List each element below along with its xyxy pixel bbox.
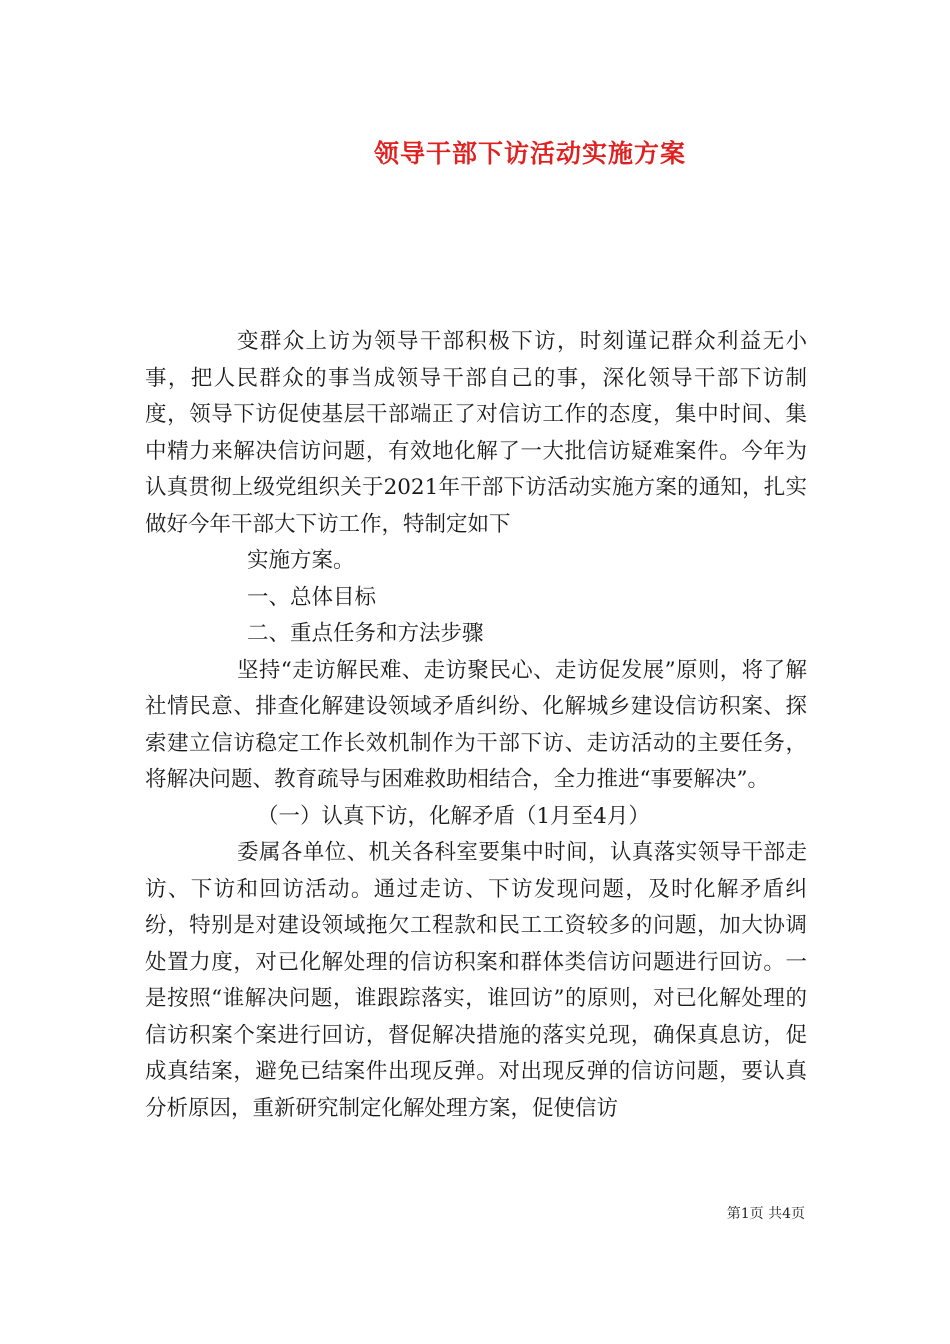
section-heading-overall-goal: 一、总体目标	[247, 584, 377, 610]
section-heading-key-tasks: 二、重点任务和方法步骤	[247, 621, 484, 646]
subsection-heading-visits: （一）认真下访，化解矛盾（1月至4月）	[257, 803, 650, 829]
paragraph-visit-details: 委属各单位、机关各科室要集中时间，认真落实领导干部走访、下访和回访活动。通过走访、下访发现问题，及时化解矛盾纠纷，特别是对建设领域拖欠工程款和民工工资较多的问题，加大协调处置力度，对已化解处理的信访积案和群体类信访问题进行回访。一是按照“谁解决问题，谁跟踪落实，谁回访”的原则，对已化解处理的信访积案个案进行回访，督促解决措施的落实兑现，确保真息访，促成真结案，避免已结案件出现反弹。对出现反弹的信访问题，要认真分析原因，重新研究制定化解处理方案，促使信访	[145, 840, 807, 1121]
page-number: 第1页 共4页	[726, 1206, 805, 1222]
paragraph-plan-label: 实施方案。	[247, 548, 355, 573]
paragraph-principles: 坚持“走访解民难、走访聚民心、走访促发展”原则，将了解社情民意、排查化解建设领域矛盾纠纷、化解城乡建设信访积案、探索建立信访稳定工作长效机制作为干部下访、走访活动的主要任务，将解决问题、教育疏导与困难救助相结合，全力推进“事要解决”。	[145, 657, 807, 792]
document-title: 领导干部下访活动实施方案	[373, 139, 686, 168]
paragraph-intro: 变群众上访为领导干部积极下访，时刻谨记群众利益无小事，把人民群众的事当成领导干部自己的事，深化领导干部下访制度，领导下访促使基层干部端正了对信访工作的态度，集中时间、集中精力来解决信访问题，有效地化解了一大批信访疑难案件。今年为认真贯彻上级党组织关于2021年干部下访活动实施方案的通知，扎实做好今年干部大下访工作，特制定如下	[145, 329, 807, 537]
document-body	[145, 324, 807, 1127]
